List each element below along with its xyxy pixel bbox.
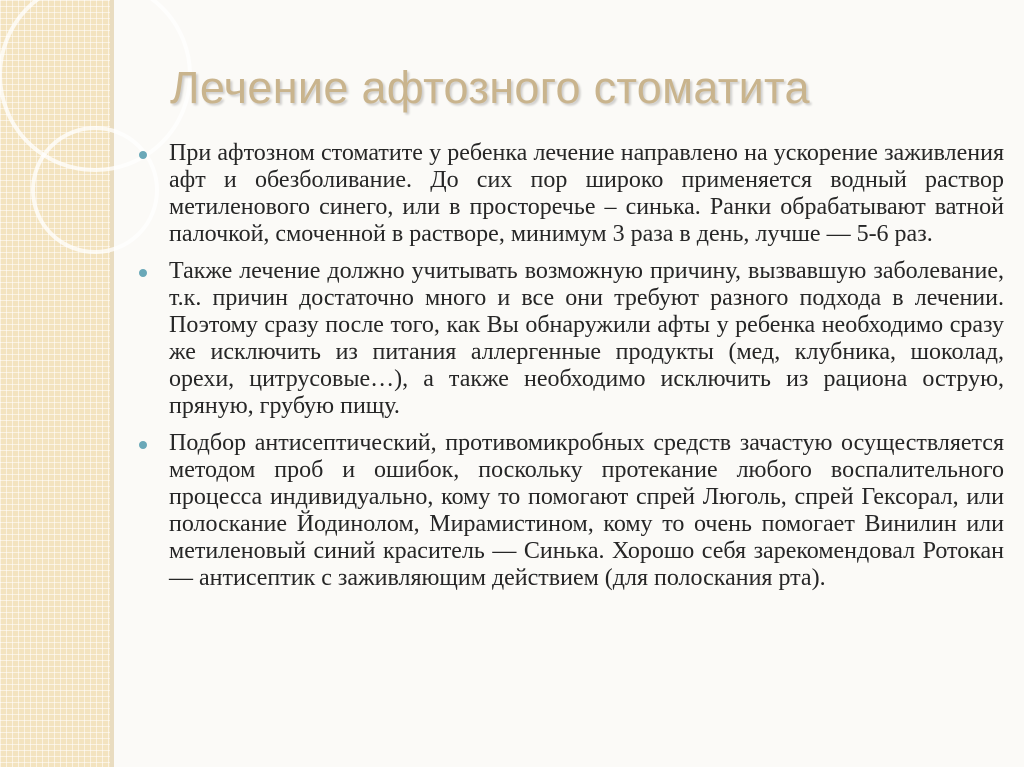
- bullet-text: Подбор антисептический, противомикробных средств зачастую осуществляется методом проб и ошибок, поскольку протекание любого воспалительного процесса индивидуально, кому то помогают спрей Люголь, спрей Гексорал, или полоскание Йодинолом, Мирамистином, кому то очень помогает Винилин или метиленовый синий краситель — Синька. Хорошо себя зарекомендовал Ротокан — антисептик с заживляющим действием (для полоскания рта).: [169, 430, 1004, 591]
- side-panel-edge: [110, 0, 114, 767]
- bullet-item: [132, 430, 1004, 592]
- bullet-text: Также лечение должно учитывать возможную причину, вызвавшую заболевание, т.к. причин достаточно много и все они требуют разного подхода в лечении. Поэтому сразу после того, как Вы обнаружили афты у ребенка необходимо сразу же исключить из питания аллергенные продукты (мед, клубника, шоколад, орехи, цитрусовые…), а также необходимо исключить из рациона острую, пряную, грубую пищу.: [169, 258, 1004, 419]
- bullet-dot-icon: [139, 151, 147, 159]
- bullet-dot-icon: [139, 441, 147, 449]
- decorative-side-panel: [0, 0, 110, 767]
- bullet-dot-icon: [139, 269, 147, 277]
- slide-title: Лечение афтозного стоматита: [170, 62, 810, 113]
- bullet-item: [132, 258, 1004, 420]
- bullet-text: При афтозном стоматите у ребенка лечение направлено на ускорение заживления афт и обезболивание. До сих пор широко применяется водный раствор метиленового синего, или в просторечье – синька. Ранки обрабатывают ватной палочкой, смоченной в растворе, минимум 3 раза в день, лучше — 5-6 раз.: [169, 140, 1004, 247]
- bullet-item: [132, 140, 1004, 248]
- bullet-list: [132, 140, 1004, 602]
